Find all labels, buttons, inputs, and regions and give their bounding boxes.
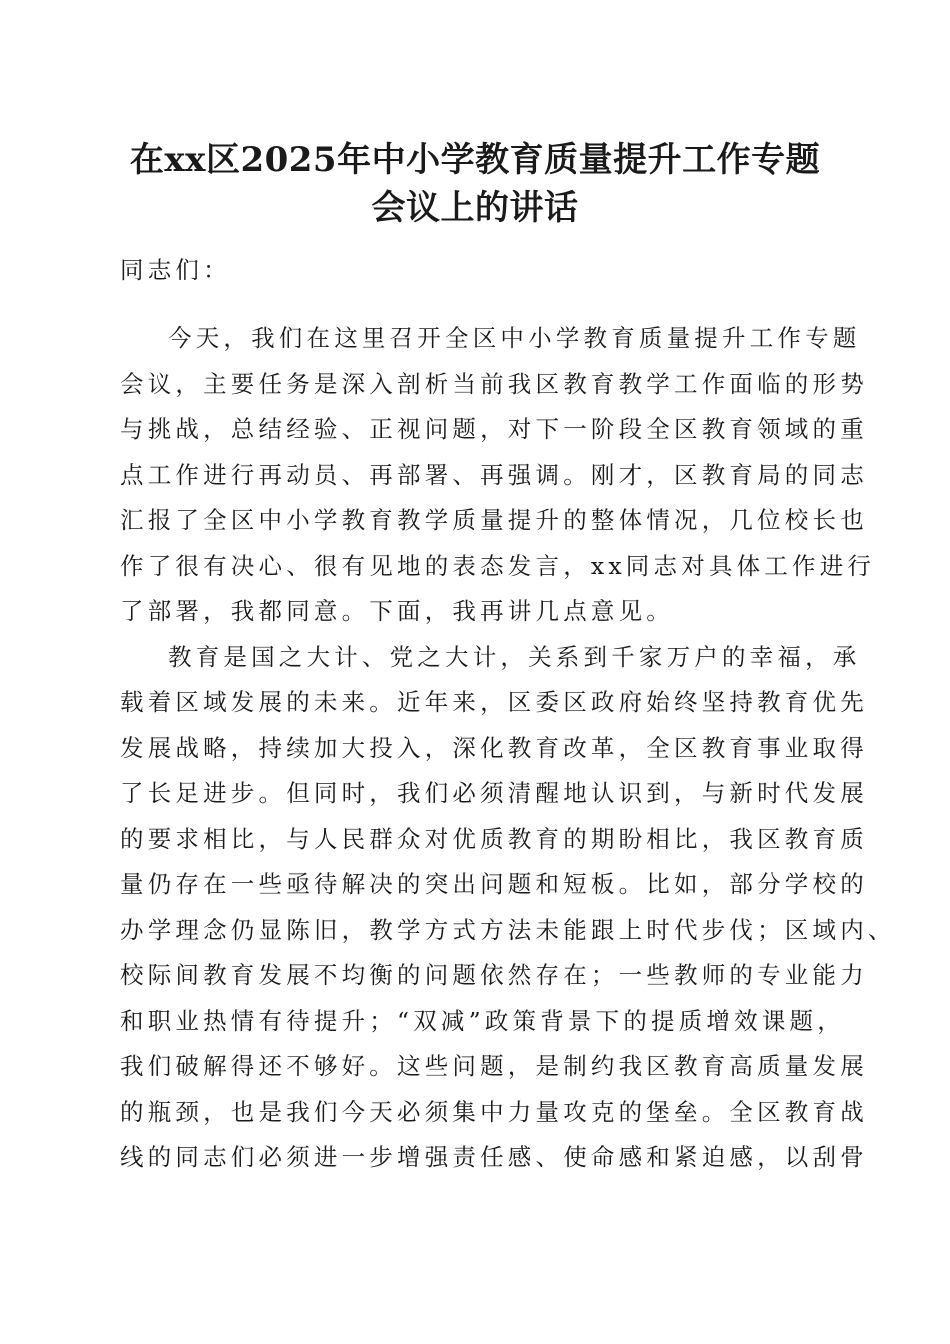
document-title-line-2: 会议上的讲话 <box>371 188 579 228</box>
paragraph-1-line: 今天，我们在这里召开全区中小学教育质量提升工作专题 <box>168 324 861 352</box>
paragraph-2-line: 教育是国之大计、党之大计，关系到千家万户的幸福，承 <box>168 643 861 671</box>
salutation: 同志们： <box>120 256 231 284</box>
paragraph-2-line: 载着区域发展的未来。近年来，区委区政府始终坚持教育优先 <box>120 688 868 716</box>
paragraph-2-line: 了长足进步。但同时，我们必须清醒地认识到，与新时代发展 <box>120 779 868 807</box>
paragraph-2-line: 发展战略，持续加大投入，深化教育改革，全区教育事业取得 <box>120 734 868 762</box>
paragraph-1-line: 会议，主要任务是深入剖析当前我区教育教学工作面临的形势 <box>120 370 868 398</box>
paragraph-2-line: 和职业热情有待提升；“双减”政策背景下的提质增效课题， <box>120 1007 845 1035</box>
paragraph-2-line: 线的同志们必须进一步增强责任感、使命感和紧迫感，以刮骨 <box>120 1143 868 1171</box>
paragraph-2-line: 量仍存在一些亟待解决的突出问题和短板。比如，部分学校的 <box>120 870 868 898</box>
paragraph-1-line: 作了很有决心、很有见地的表态发言，xx同志对具体工作进行 <box>120 552 876 580</box>
paragraph-1-line: 汇报了全区中小学教育教学质量提升的整体情况，几位校长也 <box>120 506 868 534</box>
paragraph-2-line: 的要求相比，与人民群众对优质教育的期盼相比，我区教育质 <box>120 825 868 853</box>
paragraph-1-line: 点工作进行再动员、再部署、再强调。刚才，区教育局的同志 <box>120 461 868 489</box>
paragraph-2-line: 校际间教育发展不均衡的问题依然存在；一些教师的专业能力 <box>120 961 868 989</box>
paragraph-1-line: 了部署，我都同意。下面，我再讲几点意见。 <box>120 597 674 625</box>
paragraph-2-line: 的瓶颈，也是我们今天必须集中力量攻克的堡垒。全区教育战 <box>120 1098 868 1126</box>
paragraph-2-line: 办学理念仍显陈旧，教学方式方法未能跟上时代步伐；区域内、 <box>120 916 896 944</box>
paragraph-1-line: 与挑战，总结经验、正视问题，对下一阶段全区教育领域的重 <box>120 415 868 443</box>
paragraph-2-line: 我们破解得还不够好。这些问题，是制约我区教育高质量发展 <box>120 1052 868 1080</box>
document-title-line-1: 在xx区2025年中小学教育质量提升工作专题 <box>129 140 821 180</box>
